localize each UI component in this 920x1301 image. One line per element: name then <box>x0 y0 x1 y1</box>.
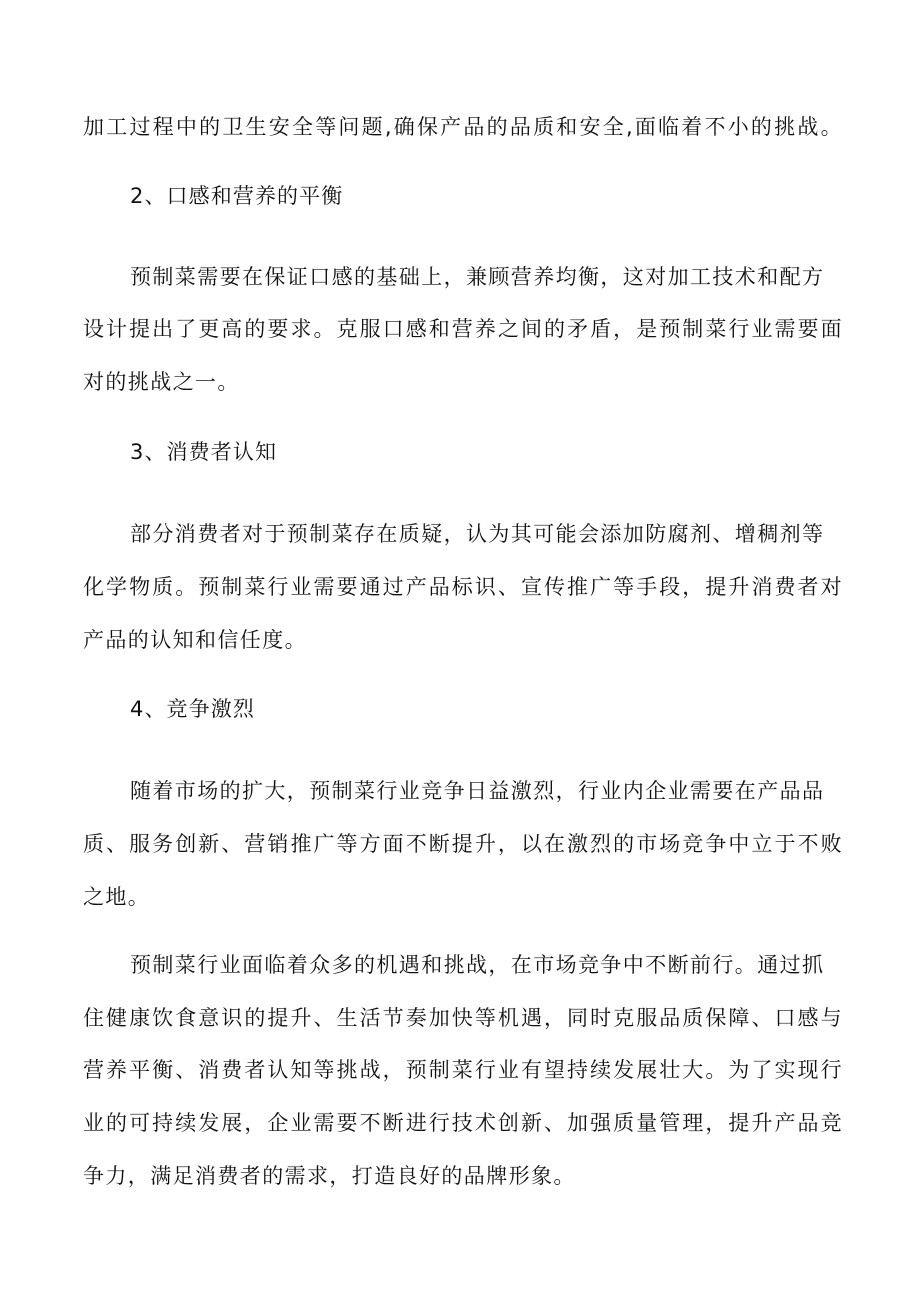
paragraph-line: 争力，满足消费者的需求，打造良好的品牌形象。 <box>83 1164 576 1188</box>
paragraph-line: 化学物质。预制菜行业需要通过产品标识、宣传推广等手段，提升消费者对 <box>83 575 843 599</box>
paragraph-line: 对的挑战之一。 <box>83 370 240 394</box>
paragraph-line: 预制菜需要在保证口感的基础上，兼顾营养均衡，这对加工技术和配方 <box>130 265 825 289</box>
paragraph-line: 之地。 <box>83 885 151 909</box>
paragraph-line: 设计提出了更高的要求。克服口感和营养之间的矛盾，是预制菜行业需要面 <box>83 317 843 341</box>
paragraph-line: 加工过程中的卫生安全等问题,确保产品的品质和安全,面临着不小的挑战。 <box>83 115 843 139</box>
section-heading: 2、口感和营养的平衡 <box>130 184 344 208</box>
section-heading: 3、消费者认知 <box>130 440 278 464</box>
paragraph-line: 产品的认知和信任度。 <box>83 628 307 652</box>
paragraph-line: 业的可持续发展，企业需要不断进行技术创新、加强质量管理，提升产品竞 <box>83 1111 843 1135</box>
paragraph-line: 营养平衡、消费者认知等挑战，预制菜行业有望持续发展壮大。为了实现行 <box>83 1058 843 1082</box>
section-heading: 4、竞争激烈 <box>130 697 255 721</box>
paragraph-line: 住健康饮食意识的提升、生活节奏加快等机遇，同时克服品质保障、口感与 <box>83 1006 843 1030</box>
paragraph-line: 质、服务创新、营销推广等方面不断提升，以在激烈的市场竞争中立于不败 <box>83 832 843 856</box>
paragraph-line: 预制菜行业面临着众多的机遇和挑战，在市场竞争中不断前行。通过抓 <box>130 953 825 977</box>
paragraph-line: 随着市场的扩大，预制菜行业竞争日益激烈，行业内企业需要在产品品 <box>130 779 825 803</box>
paragraph-line: 部分消费者对于预制菜存在质疑，认为其可能会添加防腐剂、增稠剂等 <box>130 522 825 546</box>
